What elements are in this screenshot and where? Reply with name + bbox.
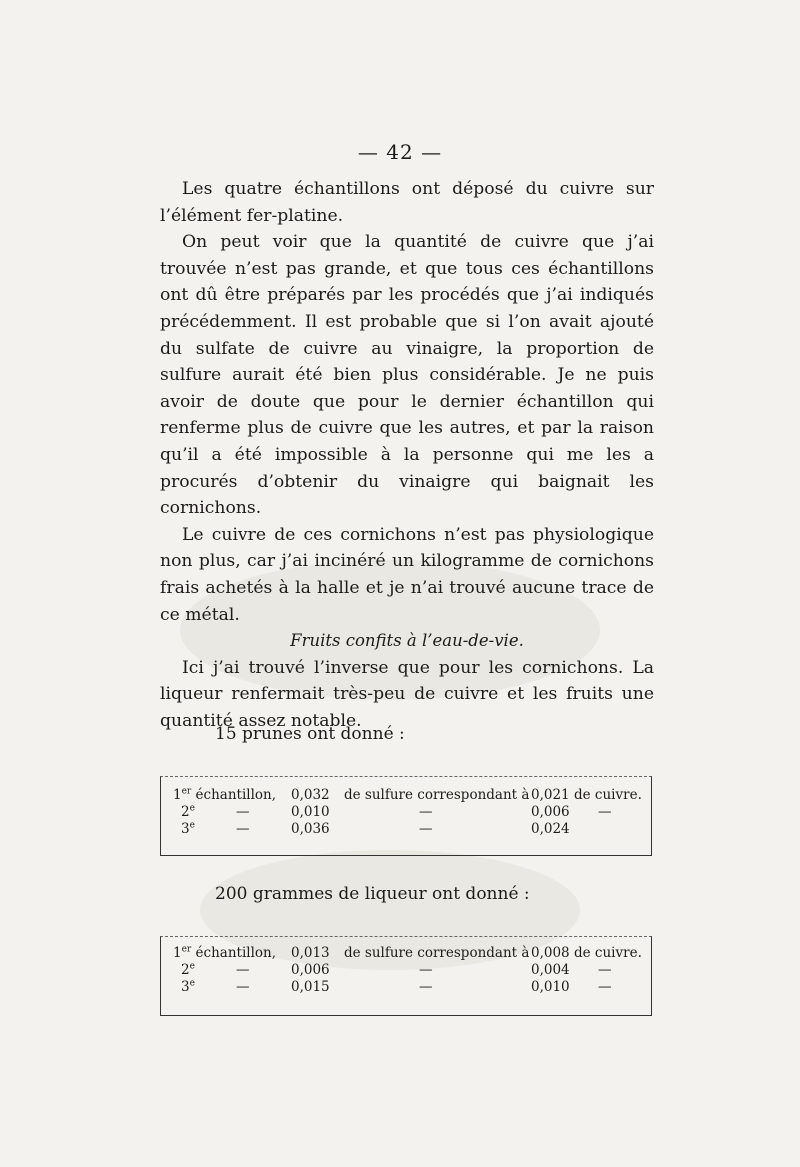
body-text <box>160 176 654 734</box>
table1-intro: 15 prunes ont donné : <box>215 724 405 744</box>
table2-intro: 200 grammes de liqueur ont donné : <box>215 884 530 904</box>
table-row: 2e — 0,006 — 0,004 — <box>181 961 612 978</box>
paragraph: On peut voir que la quantité de cuivre que j’ai trouvée n’est pas grande, et que tous ces échantillons ont dû être préparés par les procédés que j’ai indiqués précédemment. Il est probable que si l’on avait ajouté du sulfate de cuivre au vinaigre, la proportion de sulfure aurait été bien plus considérable. Je ne puis avoir de doute que pour le dernier échantillon qui renferme plus de cuivre que les autres, et par la raison qu’il a été impossible à la personne qui me les a procurés d’obtenir du vinaigre qui baignait les cornichons. <box>160 232 654 519</box>
section-title: Fruits confits à l’eau-de-vie. <box>290 631 524 651</box>
paragraph: Les quatre échantillons ont déposé du cuivre sur l’élément fer-platine. <box>160 179 654 226</box>
table2 <box>160 936 652 1016</box>
table-row: 1er échantillon, 0,032 de sulfure correspondant à 0,021 de cuivre. <box>173 786 642 803</box>
table-row: 3e — 0,015 — 0,010 — <box>181 978 612 995</box>
table-row: 1er échantillon, 0,013 de sulfure correspondant à 0,008 de cuivre. <box>173 944 642 961</box>
paragraph: Ici j’ai trouvé l’inverse que pour les cornichons. La liqueur renfermait très-peu de cuivre et les fruits une quantité assez notable. <box>160 657 654 731</box>
page-number: — 42 — <box>357 140 443 164</box>
table-row: 2e — 0,010 — 0,006 — <box>181 803 612 820</box>
paragraph: Le cuivre de ces cornichons n’est pas physiologique non plus, car j’ai incinéré un kilogramme de cornichons frais achetés à la halle et je n’ai trouvé aucune trace de ce métal. <box>160 524 654 625</box>
table-row: 3e — 0,036 — 0,024 <box>181 820 570 837</box>
table1 <box>160 776 652 856</box>
